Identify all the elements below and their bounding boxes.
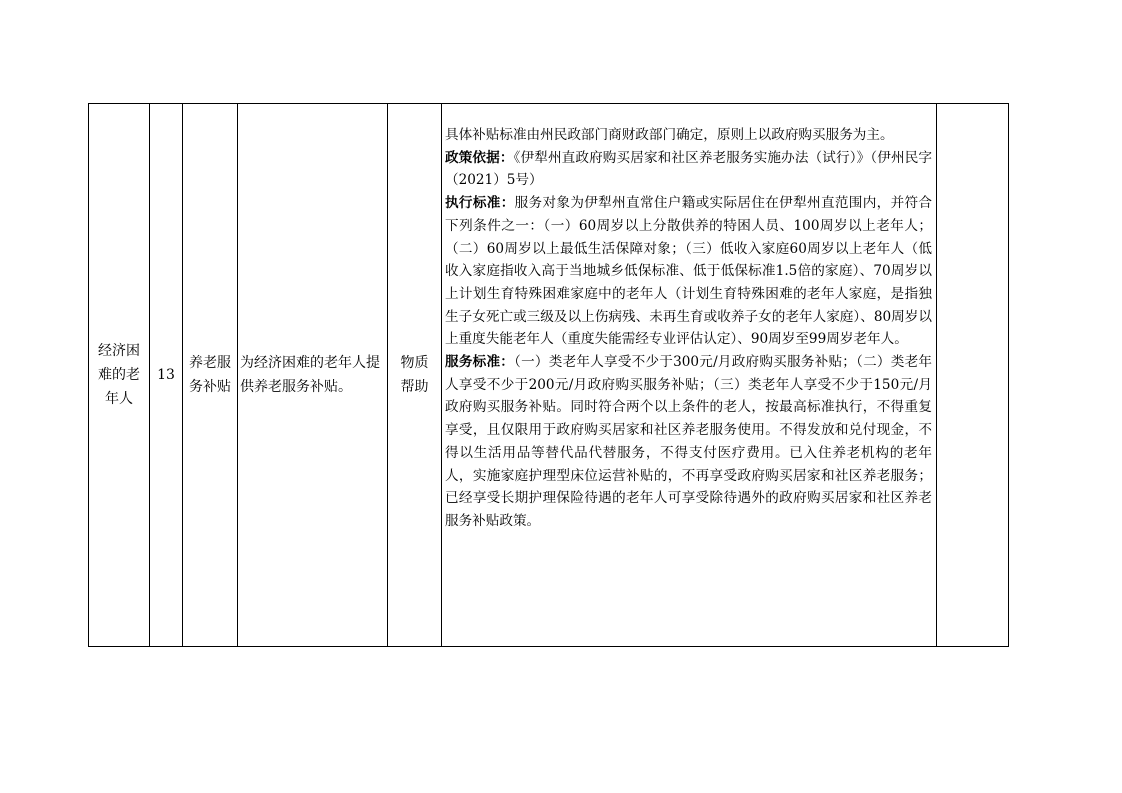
remark-cell xyxy=(937,104,1009,647)
policy-basis-label: 政策依据： xyxy=(445,149,514,166)
aid-type-cell xyxy=(388,104,442,647)
benefits-table xyxy=(88,103,1009,647)
detail-text: 具体补贴标准由州民政部门商财政部门确定，原则上以政府购买服务为主。 xyxy=(445,127,894,143)
index-text: 13 xyxy=(157,367,175,383)
service-standard-text: （一）类老年人享受不少于300元/月政府购买服务补贴；（二）类老年人享受不少于200元/月政府购买服务补贴；（三）类老年人享受不少于150元/月政府购买服务补贴。同时符合两个以上条件的老人，按最高标准执行，不得重复享受，且仅限用于政府购买居家和社区养老服务使用。不得发放和兑付现金，不得以生活用品等替代品代替服务，不得支付医疗费用。已入住养老机构的老年人，实施家庭护理型床位运营补贴的，不再享受政府购买居家和社区养老服务；已经享受长期护理保险待遇的老年人可享受除待遇外的政府购买居家和社区养老服务补贴政策。 xyxy=(445,354,932,529)
detail-paragraph xyxy=(445,124,932,147)
category-text: 经济困难的老年人 xyxy=(98,343,140,407)
description-cell xyxy=(238,104,388,647)
index-cell xyxy=(150,104,183,647)
category-cell xyxy=(89,104,150,647)
description-text: 为经济困难的老年人提供养老服务补贴。 xyxy=(240,355,380,395)
item-name-text: 养老服务补贴 xyxy=(189,355,231,395)
item-name-cell xyxy=(183,104,238,647)
service-standard-label: 服务标准： xyxy=(445,354,515,371)
aid-type-text: 物质帮助 xyxy=(400,355,429,395)
table-row xyxy=(89,104,1009,647)
detail-paragraph xyxy=(445,192,932,351)
detail-paragraph xyxy=(445,351,932,533)
details-cell xyxy=(442,104,937,647)
execution-standard-text: 服务对象为伊犁州直常住户籍或实际居住在伊犁州直范围内，并符合下列条件之一：（一）60周岁以上分散供养的特困人员、100周岁以上老年人；（二）60周岁以上最低生活保障对象；（三）低收入家庭60周岁以上老年人（低收入家庭指收入高于当地城乡低保标准、低于低保标准1.5倍的家庭）、70周岁以上计划生育特殊困难家庭中的老年人（计划生育特殊困难的老年人家庭，是指独生子女死亡或三级及以上伤病残、未再生育或收养子女的老年人家庭）、80周岁以上重度失能老年人（重度失能需经专业评估认定）、90周岁至99周岁老年人。 xyxy=(445,195,933,348)
detail-paragraph xyxy=(445,147,932,192)
execution-standard-label: 执行标准： xyxy=(445,195,515,212)
policy-basis-text: 《伊犁州直政府购买居家和社区养老服务实施办法（试行）》（伊州民字（2021）5号） xyxy=(445,149,932,189)
